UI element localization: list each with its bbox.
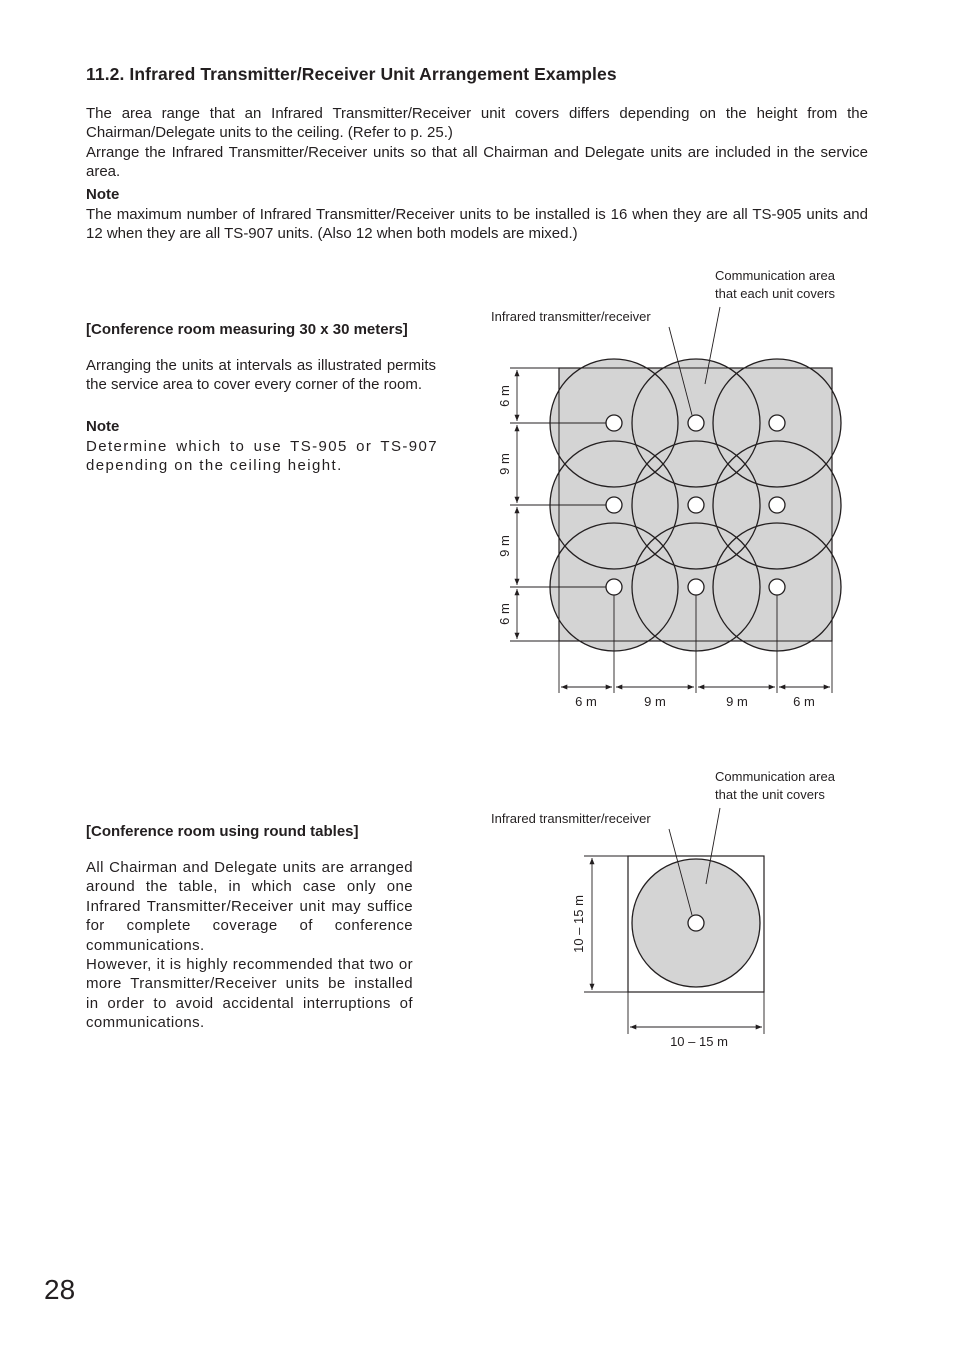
- example1-text: Arranging the units at intervals as illustrated permits the service area to cover every corner of the room.: [86, 357, 436, 394]
- round-table-diagram: [491, 769, 836, 1049]
- example1-note-label: Note: [86, 418, 120, 435]
- example2-title: [Conference room using round tables]: [86, 823, 359, 840]
- callout-area-line1: Communication area: [715, 769, 835, 784]
- coverage-area: [550, 441, 678, 569]
- callout-area-line2: that the unit covers: [715, 787, 825, 802]
- coverage-area: [550, 359, 678, 487]
- coverage-area: [632, 441, 760, 569]
- transmitter-unit-icon: [688, 915, 704, 931]
- coverage-area: [713, 359, 841, 487]
- callout-area-leader: [706, 808, 720, 884]
- transmitter-unit-icon: [769, 497, 785, 513]
- coverage-area: [550, 523, 678, 651]
- coverage-outline: [550, 359, 678, 487]
- vertical-extension-lines: [510, 368, 606, 641]
- section-title: 11.2. Infrared Transmitter/Receiver Unit Arrangement Examples: [86, 64, 617, 84]
- example1-title: [Conference room measuring 30 x 30 meters]: [86, 321, 408, 338]
- coverage-area: [632, 359, 760, 487]
- coverage-outline: [550, 441, 678, 569]
- transmitter-units: [606, 415, 785, 595]
- coverage-outline: [632, 359, 760, 487]
- transmitter-unit-icon: [688, 497, 704, 513]
- example2-text-2: However, it is highly recommended that two or more Transmitter/Receiver units be installed in order to avoid accidental interruptions of communications.: [86, 956, 413, 1032]
- room-outline: [559, 368, 832, 641]
- coverage-outline: [550, 523, 678, 651]
- dim-h-round: 10 – 15 m: [670, 1034, 728, 1049]
- example1-note-text: Determine which to use TS-905 or TS-907 depending on the ceiling height.: [86, 438, 438, 475]
- coverage-outline: [632, 441, 760, 569]
- callout-unit: Infrared transmitter/receiver: [491, 309, 651, 324]
- transmitter-unit-icon: [606, 579, 622, 595]
- callout-unit: Infrared transmitter/receiver: [491, 811, 651, 826]
- transmitter-unit-icon: [688, 415, 704, 431]
- callout-unit-leader: [669, 327, 692, 415]
- coverage-fills: [550, 359, 841, 651]
- transmitter-unit-icon: [606, 497, 622, 513]
- page-number: 28: [44, 1274, 76, 1305]
- dim-h-2: 9 m: [644, 694, 666, 709]
- horizontal-extension-lines: [559, 595, 832, 693]
- transmitter-unit-icon: [688, 579, 704, 595]
- callout-unit-leader: [669, 829, 692, 915]
- coverage-outline: [632, 523, 760, 651]
- coverage-area: [713, 523, 841, 651]
- callout-area-leader: [705, 307, 720, 384]
- dim-h-4: 6 m: [793, 694, 815, 709]
- vertical-dimension-labels: [497, 385, 512, 625]
- intro-note-label: Note: [86, 186, 120, 203]
- transmitter-unit-icon: [769, 579, 785, 595]
- example2-text-1: All Chairman and Delegate units are arranged around the table, in which case only one Infrared Transmitter/Receiver unit may suffice for complete coverage of conference communications.: [86, 859, 413, 954]
- callout-area-line1: Communication area: [715, 268, 835, 283]
- coverage-outline: [713, 441, 841, 569]
- coverage-outline: [713, 523, 841, 651]
- coverage-area: [713, 441, 841, 569]
- intro-paragraph-2: Arrange the Infrared Transmitter/Receiver units so that all Chairman and Delegate units are included in the service area.: [86, 144, 868, 181]
- horizontal-dimension-labels: [575, 694, 815, 709]
- dim-v-3: 9 m: [497, 535, 512, 557]
- transmitter-unit-icon: [769, 415, 785, 431]
- dim-v-4: 6 m: [497, 603, 512, 625]
- callout-area-line2: that each unit covers: [715, 286, 835, 301]
- coverage-outline: [713, 359, 841, 487]
- transmitter-unit-icon: [606, 415, 622, 431]
- dim-v-1: 6 m: [497, 385, 512, 407]
- intro-note-text: The maximum number of Infrared Transmitter/Receiver units to be installed is 16 when they are all TS-905 units and 12 when they are all TS-907 units. (Also 12 when both models are mixed.): [86, 206, 868, 243]
- intro-paragraph-1: The area range that an Infrared Transmitter/Receiver unit covers differs depending on the height from the Chairman/Delegate units to the ceiling. (Refer to p. 25.): [86, 105, 868, 142]
- dim-v-round: 10 – 15 m: [571, 895, 586, 953]
- dim-h-1: 6 m: [575, 694, 597, 709]
- room-30x30-diagram: [491, 268, 841, 709]
- coverage-area: [632, 523, 760, 651]
- dim-v-2: 9 m: [497, 453, 512, 475]
- dim-h-3: 9 m: [726, 694, 748, 709]
- coverage-outlines: [550, 359, 841, 651]
- coverage-area: [632, 859, 760, 987]
- room-outline: [628, 856, 764, 992]
